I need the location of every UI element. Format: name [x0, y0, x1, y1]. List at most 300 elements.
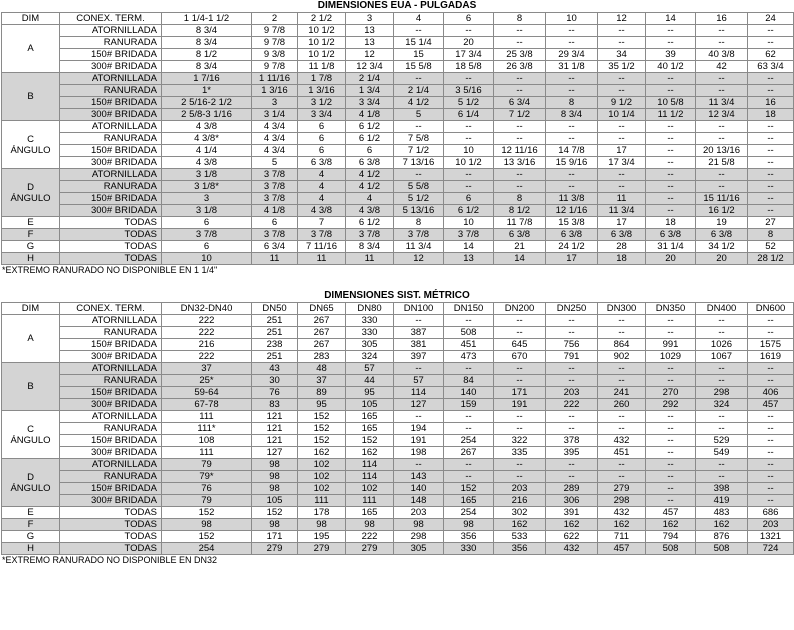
- dimension-value: 95: [346, 387, 394, 399]
- metric-section: [0, 290, 794, 566]
- dimension-value: 260: [598, 399, 646, 411]
- dimension-value: 18: [748, 109, 794, 121]
- dimension-value: 5 13/16: [394, 205, 444, 217]
- dimension-value: 13: [444, 253, 494, 265]
- dimension-value: 8 3/4: [162, 37, 252, 49]
- dimension-value: 791: [546, 351, 598, 363]
- dimension-value: 14: [444, 241, 494, 253]
- dimension-value: 121: [252, 423, 298, 435]
- dimension-value: 25 3/8: [494, 49, 546, 61]
- dimension-value: 3 1/8: [162, 169, 252, 181]
- dimension-value: --: [494, 327, 546, 339]
- dimension-value: 1321: [748, 531, 794, 543]
- dimension-value: 76: [162, 483, 252, 495]
- dimension-value: --: [748, 73, 794, 85]
- dimension-value: 102: [298, 483, 346, 495]
- dimension-value: 251: [252, 351, 298, 363]
- dimension-value: 508: [646, 543, 696, 555]
- connection-type: ATORNILLADA: [60, 169, 162, 181]
- dimension-value: 17 3/4: [444, 49, 494, 61]
- dim-label: A: [2, 25, 60, 73]
- dimension-value: 98: [252, 483, 298, 495]
- dimension-value: 195: [298, 531, 346, 543]
- dimension-value: 6 3/8: [696, 229, 748, 241]
- dimension-value: 191: [394, 435, 444, 447]
- table-row: [2, 483, 794, 495]
- table-row: [2, 73, 794, 85]
- dimension-value: 15 3/8: [546, 217, 598, 229]
- dimension-value: 98: [394, 519, 444, 531]
- connection-type: RANURADA: [60, 327, 162, 339]
- dimension-value: --: [546, 315, 598, 327]
- dimension-value: --: [748, 121, 794, 133]
- dimension-value: --: [696, 37, 748, 49]
- dimension-value: --: [598, 471, 646, 483]
- dimension-value: 3 7/8: [162, 229, 252, 241]
- dimension-value: 254: [444, 435, 494, 447]
- dimension-value: 8: [546, 97, 598, 109]
- dimension-value: --: [748, 205, 794, 217]
- dimension-value: --: [598, 169, 646, 181]
- dimension-value: 165: [346, 507, 394, 519]
- dimension-value: 31 1/8: [546, 61, 598, 73]
- dimension-value: 4 1/4: [162, 145, 252, 157]
- dimension-value: 4 3/4: [252, 145, 298, 157]
- dimension-value: 13 3/16: [494, 157, 546, 169]
- dimension-value: 1067: [696, 351, 748, 363]
- connection-type: 300# BRIDADA: [60, 447, 162, 459]
- dimension-value: 356: [444, 531, 494, 543]
- dimension-value: 148: [394, 495, 444, 507]
- dimension-value: --: [696, 133, 748, 145]
- dimension-value: 279: [598, 483, 646, 495]
- dimension-value: 3 1/2: [298, 97, 346, 109]
- dimension-value: 2 5/8-3 1/16: [162, 109, 252, 121]
- dimension-value: 6 3/8: [646, 229, 696, 241]
- dimension-value: 398: [696, 483, 748, 495]
- dimension-value: 724: [748, 543, 794, 555]
- column-header: DN80: [346, 303, 394, 315]
- dimension-value: 162: [646, 519, 696, 531]
- table-row: [2, 193, 794, 205]
- dimension-value: --: [696, 411, 748, 423]
- dimension-value: --: [444, 411, 494, 423]
- dimension-value: 37: [162, 363, 252, 375]
- dimension-value: 35 1/2: [598, 61, 646, 73]
- dimension-value: 11: [346, 253, 394, 265]
- connection-type: ATORNILLADA: [60, 121, 162, 133]
- dimension-value: 102: [298, 459, 346, 471]
- dimension-value: 381: [394, 339, 444, 351]
- connection-type: RANURADA: [60, 133, 162, 145]
- connection-type: RANURADA: [60, 423, 162, 435]
- dimension-value: 162: [696, 519, 748, 531]
- dimension-value: --: [748, 145, 794, 157]
- dimension-value: 98: [444, 519, 494, 531]
- connection-type: RANURADA: [60, 375, 162, 387]
- dimension-value: 4 1/8: [252, 205, 298, 217]
- table-row: [2, 459, 794, 471]
- dimension-value: --: [598, 459, 646, 471]
- dimension-value: --: [748, 37, 794, 49]
- connection-type: TODAS: [60, 507, 162, 519]
- dimension-value: 306: [546, 495, 598, 507]
- table-row: [2, 531, 794, 543]
- dimension-value: 162: [494, 519, 546, 531]
- dimension-value: 6: [162, 241, 252, 253]
- dimension-value: 9 3/8: [252, 49, 298, 61]
- dimension-value: 44: [346, 375, 394, 387]
- connection-type: 150# BRIDADA: [60, 483, 162, 495]
- table-row: [2, 363, 794, 375]
- dimension-value: --: [696, 423, 748, 435]
- dimension-value: 8: [394, 217, 444, 229]
- dimension-value: 3: [252, 97, 298, 109]
- dimension-value: --: [646, 181, 696, 193]
- dimension-value: 2 1/4: [346, 73, 394, 85]
- dimension-value: --: [696, 375, 748, 387]
- dimension-value: 4 1/2: [346, 181, 394, 193]
- connection-type: ATORNILLADA: [60, 411, 162, 423]
- table-row: [2, 387, 794, 399]
- dimension-value: 15: [394, 49, 444, 61]
- dimension-value: 15 5/8: [394, 61, 444, 73]
- dimension-value: 63 3/4: [748, 61, 794, 73]
- dimension-value: 203: [748, 519, 794, 531]
- dimension-value: 40 3/8: [696, 49, 748, 61]
- table-row: [2, 543, 794, 555]
- dimension-value: 222: [546, 399, 598, 411]
- connection-type: 150# BRIDADA: [60, 387, 162, 399]
- dimension-value: 711: [598, 531, 646, 543]
- dimension-value: --: [598, 121, 646, 133]
- dimension-value: 1*: [162, 85, 252, 97]
- dimension-value: 457: [598, 543, 646, 555]
- dimension-value: 20 13/16: [696, 145, 748, 157]
- dimension-value: 298: [598, 495, 646, 507]
- dimension-value: --: [394, 411, 444, 423]
- dimension-value: 162: [598, 519, 646, 531]
- dimension-value: 9 7/8: [252, 25, 298, 37]
- dimension-value: 79: [162, 459, 252, 471]
- dimension-value: 6: [298, 145, 346, 157]
- connection-type: RANURADA: [60, 37, 162, 49]
- table-row: [2, 435, 794, 447]
- dimension-value: 302: [494, 507, 546, 519]
- dimension-value: 114: [346, 459, 394, 471]
- dimension-value: 6 1/2: [444, 205, 494, 217]
- dimension-value: --: [444, 25, 494, 37]
- dimension-value: 111: [162, 447, 252, 459]
- dim-label: B: [2, 363, 60, 411]
- dimension-value: --: [546, 363, 598, 375]
- dimension-value: 508: [696, 543, 748, 555]
- dimension-value: --: [646, 193, 696, 205]
- dimension-value: 121: [252, 411, 298, 423]
- dimension-value: 102: [298, 471, 346, 483]
- dimension-value: 30: [252, 375, 298, 387]
- dimension-value: 105: [252, 495, 298, 507]
- dimension-value: 11 1/8: [298, 61, 346, 73]
- dimension-value: 102: [346, 483, 394, 495]
- dimension-value: --: [494, 315, 546, 327]
- dimension-value: 473: [444, 351, 494, 363]
- column-header: DN400: [696, 303, 748, 315]
- table-row: [2, 327, 794, 339]
- dimension-value: --: [646, 471, 696, 483]
- dimension-value: 670: [494, 351, 546, 363]
- dimension-value: 3 7/8: [252, 169, 298, 181]
- dimension-value: --: [394, 315, 444, 327]
- table-row: [2, 351, 794, 363]
- dimension-value: --: [696, 169, 748, 181]
- dimension-value: --: [546, 375, 598, 387]
- dimension-value: 10: [444, 217, 494, 229]
- dimension-value: 98: [346, 519, 394, 531]
- table-row: [2, 109, 794, 121]
- dim-label: D ÁNGULO: [2, 169, 60, 217]
- dimension-value: 902: [598, 351, 646, 363]
- dimension-value: --: [748, 169, 794, 181]
- dimension-value: --: [546, 37, 598, 49]
- dimension-value: 794: [646, 531, 696, 543]
- dimension-value: 165: [444, 495, 494, 507]
- dimension-value: --: [646, 423, 696, 435]
- dimension-value: 16: [748, 97, 794, 109]
- dimension-value: 1 7/16: [162, 73, 252, 85]
- dimension-value: --: [444, 73, 494, 85]
- dimension-value: 451: [598, 447, 646, 459]
- dimension-value: --: [646, 25, 696, 37]
- dimension-value: --: [444, 133, 494, 145]
- column-header: 4: [394, 13, 444, 25]
- dimension-value: 7 1/2: [494, 109, 546, 121]
- dimension-value: 451: [444, 339, 494, 351]
- dimension-value: --: [598, 375, 646, 387]
- dimension-value: 59-64: [162, 387, 252, 399]
- dimension-value: 292: [646, 399, 696, 411]
- dimension-value: --: [444, 181, 494, 193]
- dimension-value: --: [494, 85, 546, 97]
- dimension-value: 356: [494, 543, 546, 555]
- connection-type: 150# BRIDADA: [60, 339, 162, 351]
- dimension-value: --: [696, 327, 748, 339]
- dimension-value: --: [748, 459, 794, 471]
- connection-type: TODAS: [60, 543, 162, 555]
- connection-type: 150# BRIDADA: [60, 435, 162, 447]
- column-header: 6: [444, 13, 494, 25]
- dimension-value: 216: [494, 495, 546, 507]
- dimension-value: 251: [252, 327, 298, 339]
- dimension-value: 18 5/8: [444, 61, 494, 73]
- column-header: DN200: [494, 303, 546, 315]
- dimension-value: 95: [298, 399, 346, 411]
- column-header: 2 1/2: [298, 13, 346, 25]
- dimension-value: 10 1/2: [444, 157, 494, 169]
- dimension-value: --: [696, 25, 748, 37]
- dimension-value: 529: [696, 435, 748, 447]
- dimension-value: --: [494, 471, 546, 483]
- table-row: [2, 145, 794, 157]
- dimension-value: --: [646, 73, 696, 85]
- dimension-value: 432: [598, 435, 646, 447]
- dimension-value: 216: [162, 339, 252, 351]
- table-row: [2, 25, 794, 37]
- dimension-value: 28 1/2: [748, 253, 794, 265]
- dimension-value: 10 1/4: [598, 109, 646, 121]
- dimension-value: 10 1/2: [298, 49, 346, 61]
- connection-type: TODAS: [60, 229, 162, 241]
- dimension-value: 12: [394, 253, 444, 265]
- dimension-value: 20: [646, 253, 696, 265]
- dimension-value: 4 1/2: [346, 169, 394, 181]
- dimension-value: 324: [346, 351, 394, 363]
- dimension-value: --: [598, 133, 646, 145]
- table-row: [2, 217, 794, 229]
- dimension-value: --: [394, 363, 444, 375]
- dimension-value: 29 3/4: [546, 49, 598, 61]
- connection-type: 300# BRIDADA: [60, 109, 162, 121]
- dimension-value: 43: [252, 363, 298, 375]
- connection-type: 150# BRIDADA: [60, 49, 162, 61]
- dimension-value: --: [646, 411, 696, 423]
- dimension-value: 3 1/4: [252, 109, 298, 121]
- dim-label: C ÁNGULO: [2, 411, 60, 459]
- column-header: DN50: [252, 303, 298, 315]
- dimension-value: 14: [494, 253, 546, 265]
- column-header: 10: [546, 13, 598, 25]
- dimension-value: 397: [394, 351, 444, 363]
- dimension-value: 251: [252, 315, 298, 327]
- dimension-value: 305: [346, 339, 394, 351]
- dim-label: C ÁNGULO: [2, 121, 60, 169]
- table-row: [2, 423, 794, 435]
- dimension-value: 19: [696, 217, 748, 229]
- dimension-value: 8 1/2: [494, 205, 546, 217]
- dimension-value: --: [748, 483, 794, 495]
- dimension-value: 991: [646, 339, 696, 351]
- dimension-value: 330: [346, 327, 394, 339]
- dim-label: H: [2, 543, 60, 555]
- dimension-value: 298: [394, 531, 444, 543]
- dimension-value: 335: [494, 447, 546, 459]
- dimension-value: 105: [346, 399, 394, 411]
- dimension-value: 298: [696, 387, 748, 399]
- dim-label: E: [2, 217, 60, 229]
- dimension-value: 378: [546, 435, 598, 447]
- dimension-value: 114: [346, 471, 394, 483]
- dimension-value: --: [444, 471, 494, 483]
- dimension-value: 483: [696, 507, 748, 519]
- dimension-value: 6 1/2: [346, 217, 394, 229]
- dimension-value: --: [646, 435, 696, 447]
- dimension-value: 152: [162, 531, 252, 543]
- dimension-value: --: [748, 423, 794, 435]
- column-header: DN150: [444, 303, 494, 315]
- dimension-value: 11 3/4: [696, 97, 748, 109]
- dimension-value: 79*: [162, 471, 252, 483]
- dimension-value: 457: [646, 507, 696, 519]
- dimension-value: 15 9/16: [546, 157, 598, 169]
- connection-type: TODAS: [60, 253, 162, 265]
- column-header: DN300: [598, 303, 646, 315]
- dimension-value: 152: [162, 507, 252, 519]
- connection-type: RANURADA: [60, 181, 162, 193]
- column-header: 16: [696, 13, 748, 25]
- dimension-value: 203: [494, 483, 546, 495]
- dimension-value: 432: [546, 543, 598, 555]
- dimension-value: 11 3/4: [394, 241, 444, 253]
- dimension-value: 24 1/2: [546, 241, 598, 253]
- dimension-value: 3 1/8*: [162, 181, 252, 193]
- connection-type: TODAS: [60, 531, 162, 543]
- dimension-value: --: [546, 25, 598, 37]
- dimension-value: 4 3/8*: [162, 133, 252, 145]
- dimension-value: --: [598, 315, 646, 327]
- dimension-value: 152: [298, 411, 346, 423]
- dimension-value: --: [494, 375, 546, 387]
- dimension-value: 6 3/8: [494, 229, 546, 241]
- dim-label: A: [2, 315, 60, 363]
- dimension-value: 1 3/16: [252, 85, 298, 97]
- dimension-value: 4 3/8: [298, 205, 346, 217]
- column-header: DN65: [298, 303, 346, 315]
- dimension-value: 98: [298, 519, 346, 531]
- dimension-value: --: [598, 73, 646, 85]
- dimension-value: 152: [298, 423, 346, 435]
- dimension-value: 279: [298, 543, 346, 555]
- dimension-value: --: [646, 145, 696, 157]
- dimension-value: 324: [696, 399, 748, 411]
- dimension-value: 3 7/8: [252, 229, 298, 241]
- dimension-value: 152: [346, 435, 394, 447]
- dimension-value: --: [598, 327, 646, 339]
- dimension-value: --: [598, 25, 646, 37]
- connection-type: ATORNILLADA: [60, 25, 162, 37]
- dimension-value: --: [748, 85, 794, 97]
- dimension-value: 222: [346, 531, 394, 543]
- table-row: [2, 375, 794, 387]
- dimension-value: --: [696, 471, 748, 483]
- dimension-value: 34: [598, 49, 646, 61]
- dim-label: E: [2, 507, 60, 519]
- dimension-value: 57: [346, 363, 394, 375]
- dimension-value: 4 3/8: [162, 157, 252, 169]
- dimension-value: --: [646, 495, 696, 507]
- dimension-value: 1619: [748, 351, 794, 363]
- dimension-value: --: [646, 375, 696, 387]
- dimension-value: 222: [162, 327, 252, 339]
- table-row: [2, 157, 794, 169]
- dimension-value: 8 3/4: [162, 25, 252, 37]
- dimension-value: 178: [298, 507, 346, 519]
- dimension-value: 40 1/2: [646, 61, 696, 73]
- dimension-value: 37: [298, 375, 346, 387]
- dimension-value: --: [546, 133, 598, 145]
- metric-table-title: DIMENSIONES SIST. MÉTRICO: [324, 290, 470, 301]
- dimension-value: 17 3/4: [598, 157, 646, 169]
- dimension-value: 89: [298, 387, 346, 399]
- dimension-value: 3 3/4: [346, 97, 394, 109]
- dim-label: F: [2, 519, 60, 531]
- dimension-value: 7 1/2: [394, 145, 444, 157]
- dimension-value: --: [748, 363, 794, 375]
- dimension-value: 1 7/8: [298, 73, 346, 85]
- dimension-value: 876: [696, 531, 748, 543]
- dimension-value: --: [546, 85, 598, 97]
- dimension-value: 7 13/16: [394, 157, 444, 169]
- dimension-value: 330: [444, 543, 494, 555]
